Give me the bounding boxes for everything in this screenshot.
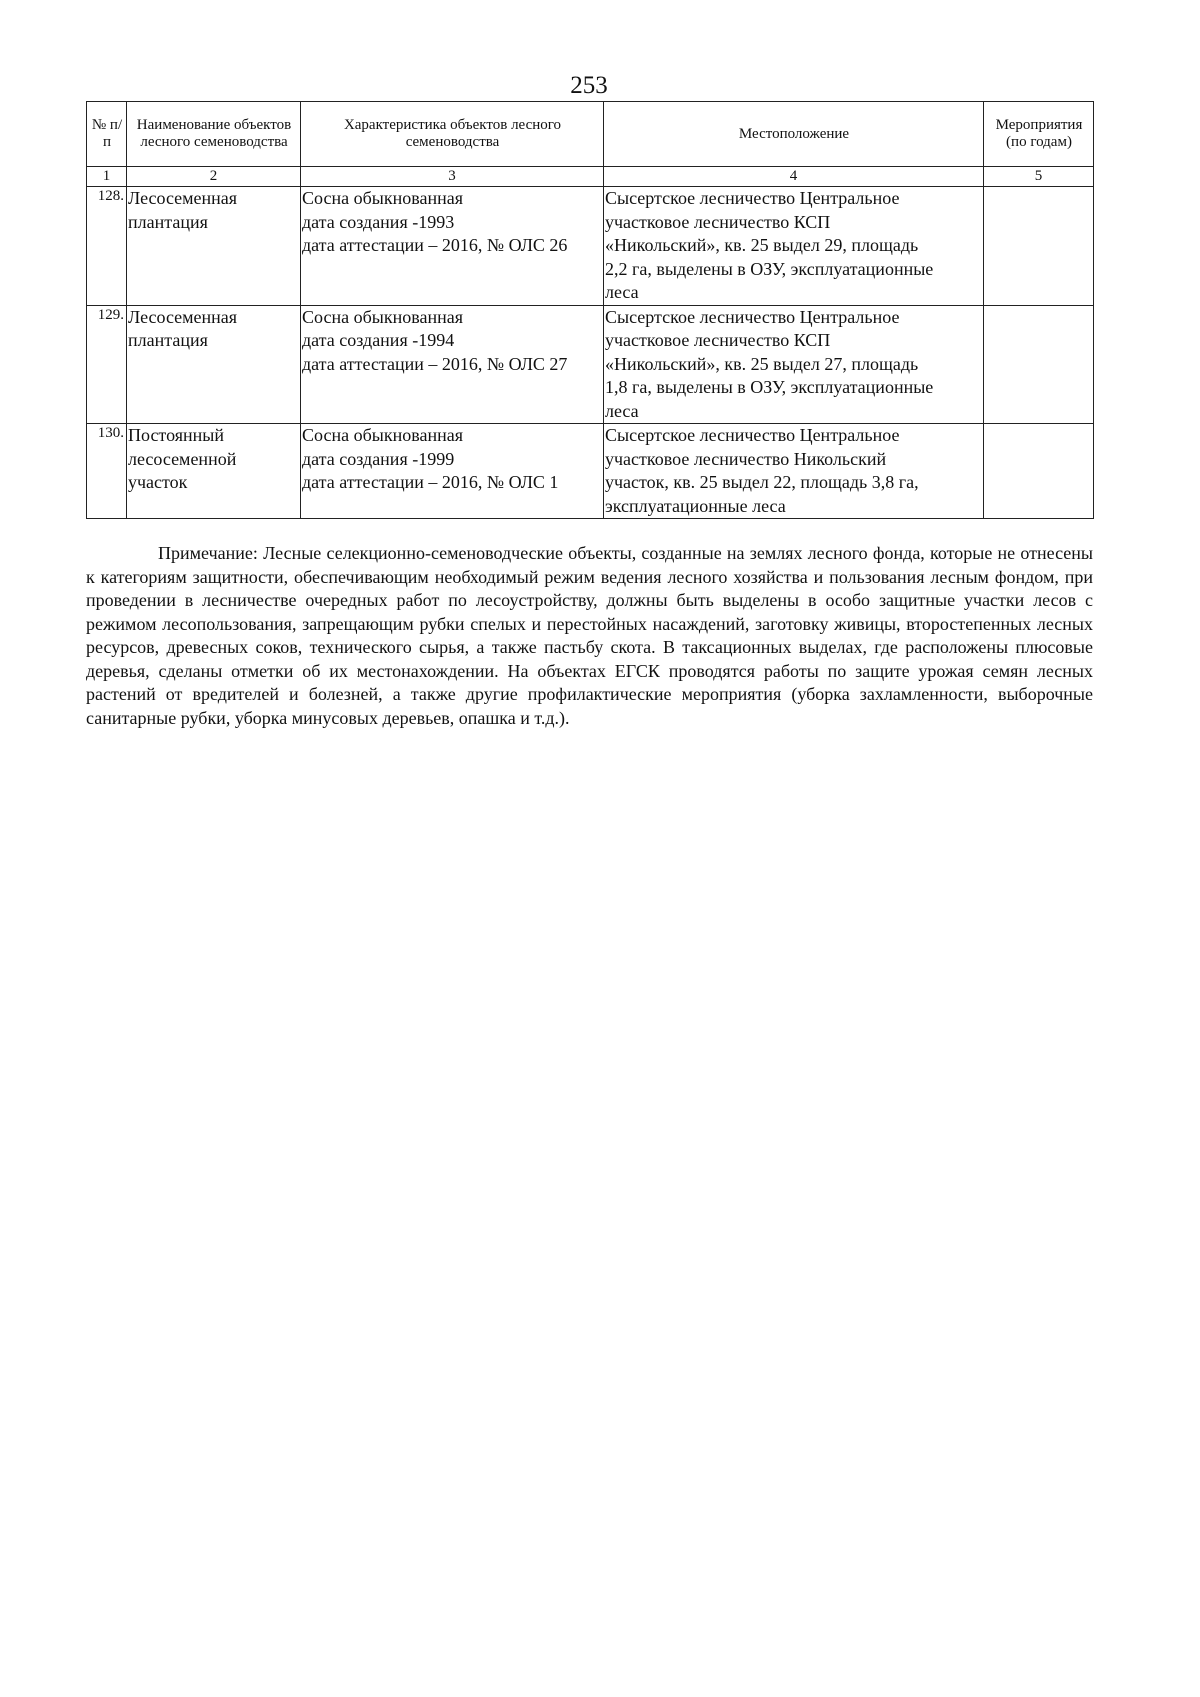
location-cell xyxy=(604,187,984,306)
object-name-cell xyxy=(127,424,301,519)
characteristics-cell-line: дата аттестации – 2016, № ОЛС 1 xyxy=(302,472,559,492)
characteristics-cell xyxy=(301,187,604,306)
events-cell xyxy=(984,305,1094,424)
header-number: № п/п xyxy=(87,102,127,167)
object-name-cell-line: плантация xyxy=(128,211,208,232)
note-paragraph: Примечание: Лесные селекционно-семеноводческие объекты, созданные на землях лесного фонда, которые не отнесены к категориям защитности, обеспечивающим необходимый режим ведения лесного хозяйства и пользования лесным фондом, при проведении в лесничестве очередных работ по лесоустройству, должны быть выделены в особо защитные участки лесов с режимом лесопользования, запрещающим рубки спелых и перестойных насаждений, заготовку живицы, второстепенных лесных ресурсов, древесных соков, технического сырья, а также пастьбу скота. В таксационных выделах, где расположены плюсовые деревья, сделаны отметки об их местонахождении. На объектах ЕГСК проводятся работы по защите урожая семян лесных растений от вредителей и болезней, а также другие профилактические мероприятия (уборка захламленности, выборочные санитарные рубки, уборка минусовых деревьев, опашка и т.д.). xyxy=(86,543,1093,728)
location-cell-line: Сысертское лесничество Центральное xyxy=(605,425,900,445)
object-name-cell-line: Лесосеменная xyxy=(128,306,238,327)
location-cell-line: участковое лесничество КСП xyxy=(605,330,831,350)
column-number: 5 xyxy=(984,167,1094,187)
table-row xyxy=(87,305,1094,424)
row-number: 129. xyxy=(87,305,127,424)
location-cell-line: «Никольский», кв. 25 выдел 27, площадь xyxy=(605,353,919,374)
header-location: Местоположение xyxy=(604,102,984,167)
location-cell-line: «Никольский», кв. 25 выдел 29, площадь xyxy=(605,235,919,255)
characteristics-cell-line: дата аттестации – 2016, № ОЛС 26 xyxy=(302,235,568,255)
location-cell-line: участковое лесничество Никольский xyxy=(605,448,887,469)
characteristics-cell-line: дата создания -1999 xyxy=(302,448,455,469)
characteristics-cell-line: дата аттестации – 2016, № ОЛС 27 xyxy=(302,353,568,374)
column-number: 3 xyxy=(301,167,604,187)
characteristics-cell-line: Сосна обыкнованная xyxy=(302,188,463,208)
forest-seed-objects-table xyxy=(86,101,1094,519)
column-number: 1 xyxy=(87,167,127,187)
row-number: 128. xyxy=(87,187,127,306)
characteristics-cell-line: дата создания -1994 xyxy=(302,330,455,350)
page-number: 253 xyxy=(570,72,608,99)
location-cell xyxy=(604,424,984,519)
header-object-name: Наименование объектов лесного семеноводства xyxy=(127,102,301,167)
location-cell-line: Сысертское лесничество Центральное xyxy=(605,306,900,327)
object-name-cell-line: Лесосеменная xyxy=(128,188,238,208)
object-name-cell-line: лесосеменной xyxy=(128,448,237,469)
characteristics-cell-line: дата создания -1993 xyxy=(302,211,455,232)
object-name-cell-line: участок xyxy=(128,472,188,492)
location-cell-line: леса xyxy=(605,282,639,302)
location-cell-line: 1,8 га, выделены в ОЗУ, эксплуатационные xyxy=(605,377,934,397)
events-cell xyxy=(984,424,1094,519)
column-numbers-row xyxy=(87,167,1094,187)
object-name-cell-line: Постоянный xyxy=(128,425,224,445)
table-row xyxy=(87,424,1094,519)
object-name-cell xyxy=(127,305,301,424)
column-number: 4 xyxy=(604,167,984,187)
location-cell-line: Сысертское лесничество Центральное xyxy=(605,188,900,208)
location-cell-line: участок, кв. 25 выдел 22, площадь 3,8 га, xyxy=(605,472,919,492)
row-number: 130. xyxy=(87,424,127,519)
location-cell-line: леса xyxy=(605,400,639,421)
table-header-row xyxy=(87,102,1094,167)
object-name-cell xyxy=(127,187,301,306)
characteristics-cell-line: Сосна обыкнованная xyxy=(302,306,463,327)
location-cell-line: участковое лесничество КСП xyxy=(605,211,831,232)
header-characteristics: Характеристика объектов лесного семеноводства xyxy=(301,102,604,167)
characteristics-cell xyxy=(301,424,604,519)
column-number: 2 xyxy=(127,167,301,187)
events-cell xyxy=(984,187,1094,306)
header-events: Мероприятия (по годам) xyxy=(984,102,1094,167)
location-cell xyxy=(604,305,984,424)
characteristics-cell xyxy=(301,305,604,424)
object-name-cell-line: плантация xyxy=(128,330,208,350)
location-cell-line: эксплуатационные леса xyxy=(605,495,786,516)
table-row xyxy=(87,187,1094,306)
location-cell-line: 2,2 га, выделены в ОЗУ, эксплуатационные xyxy=(605,258,934,279)
characteristics-cell-line: Сосна обыкнованная xyxy=(302,425,463,445)
